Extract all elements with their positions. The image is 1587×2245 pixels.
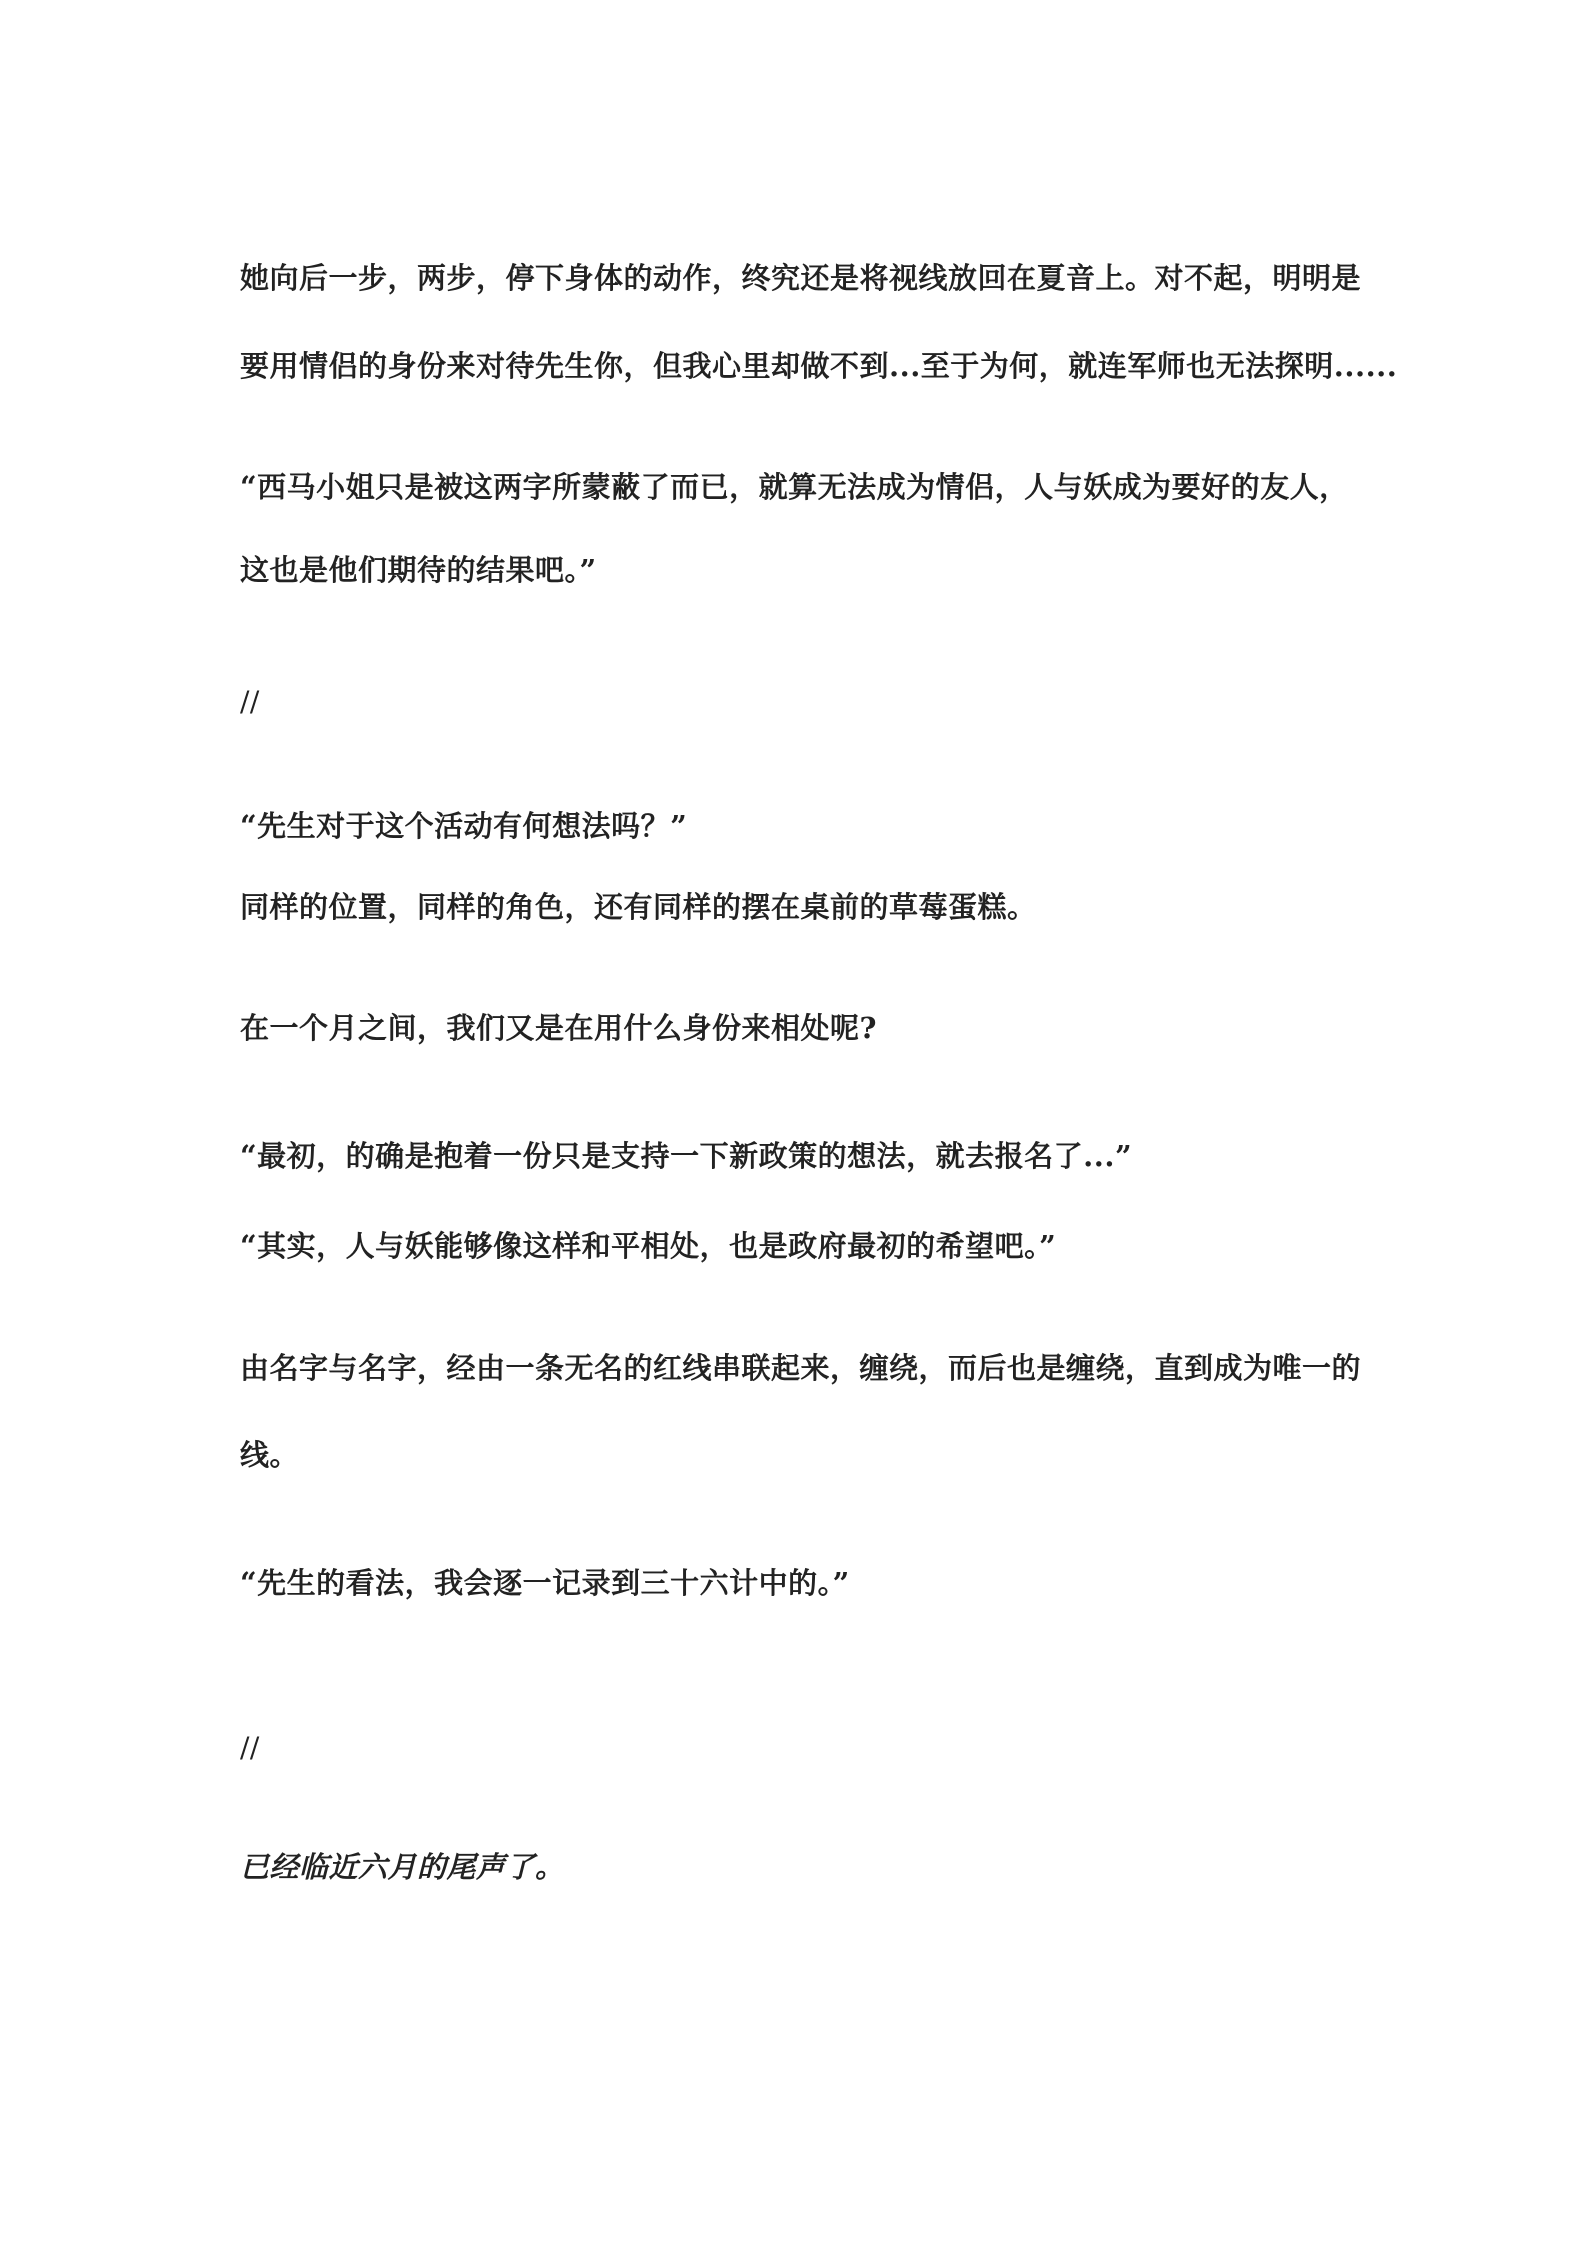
dialogue-answer-1: “最初，的确是抱着一份只是支持一下新政策的想法，就去报名了...” <box>240 1139 1133 1173</box>
dialogue-line-2: 这也是他们期待的结果吧。” <box>240 553 597 587</box>
paragraph-reflection: 在一个月之间，我们又是在用什么身份来相处呢? <box>240 1011 877 1045</box>
paragraph-line-2: 要用情侣的身份来对待先生你，但我心里却做不到...至于为何，就连军师也无法探明...... <box>240 349 1398 383</box>
dialogue-answer-2: “其实，人与妖能够像这样和平相处，也是政府最初的希望吧。” <box>240 1229 1057 1263</box>
paragraph-scene: 同样的位置，同样的角色，还有同样的摆在桌前的草莓蛋糕。 <box>240 890 1037 924</box>
closing-line: 已经临近六月的尾声了。 <box>240 1850 565 1884</box>
dialogue-record: “先生的看法，我会逐一记录到三十六计中的。” <box>240 1566 850 1600</box>
dialogue-line-1: “西马小姐只是被这两字所蒙蔽了而已，就算无法成为情侣，人与妖成为要好的友人， <box>240 470 1349 504</box>
paragraph-red-thread-2: 线。 <box>240 1438 300 1472</box>
paragraph-line-1: 她向后一步，两步，停下身体的动作，终究还是将视线放回在夏音上。对不起，明明是 <box>240 261 1362 295</box>
dialogue-question: “先生对于这个活动有何想法吗？” <box>240 809 688 843</box>
paragraph-red-thread-1: 由名字与名字，经由一条无名的红线串联起来，缠绕，而后也是缠绕，直到成为唯一的 <box>240 1351 1362 1385</box>
section-separator-1: // <box>240 685 260 718</box>
section-separator-2: // <box>240 1731 260 1764</box>
